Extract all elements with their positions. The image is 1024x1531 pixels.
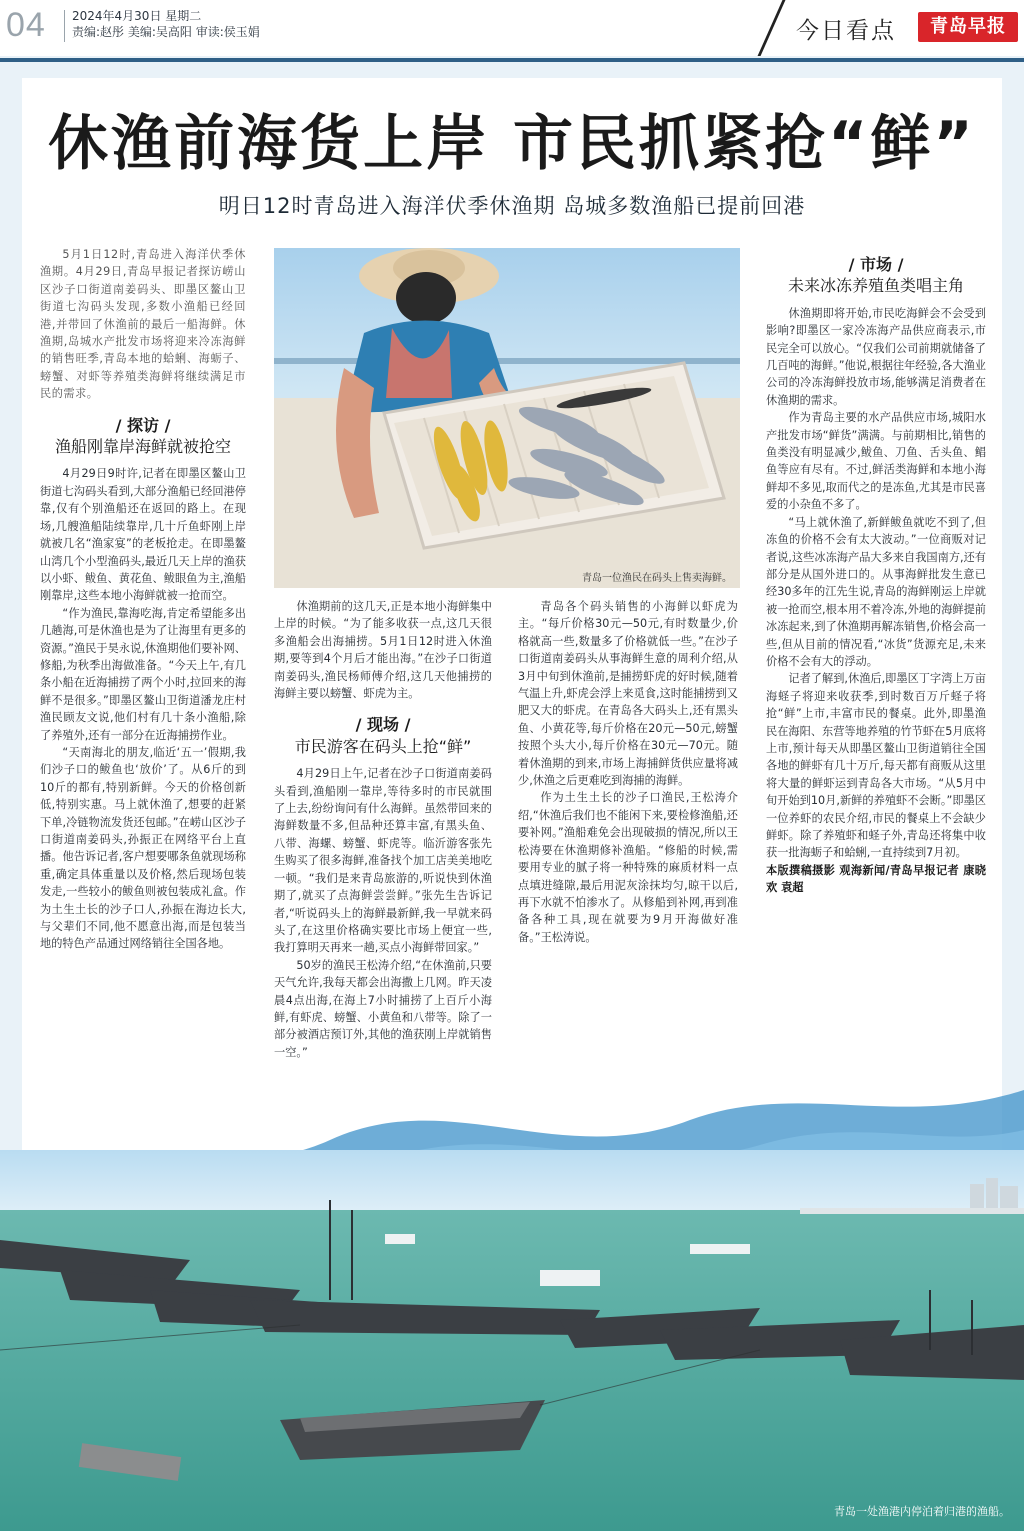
header-rule <box>0 58 1024 62</box>
section-title-market: 未来冰冻养殖鱼类唱主角 <box>787 276 964 296</box>
harbor-photo <box>0 1150 1024 1531</box>
column-3 <box>518 598 738 946</box>
paragraph: 50岁的渔民王松涛介绍,“在休渔前,只要天气允许,我每天都会出海撒上几网。昨天凌晨4点出海,在海上7小时捕捞了上百斤小海鲜,有虾虎、螃蟹、小黄鱼和八带等。除了一部分被酒店预订外,其他的渔获刚上岸就销售一空。” <box>274 958 492 1059</box>
harbor-photo-caption: 青岛一处渔港内停泊着归港的渔船。 <box>834 1505 1010 1518</box>
paragraph: 青岛各个码头销售的小海鲜以虾虎为主。“每斤价格30元—50元,有时数量少,价格就高一些,数量多了价格就低一些。”在沙子口街道南姜码头从事海鲜生意的周利介绍,从3月中旬到休渔前,是捕捞虾虎的好时候,随着气温上升,虾虎会浮上来觅食,这时能捕捞到又肥又大的虾虎。在青岛各大码头上,还有黑头鱼、小黄花等,每斤价格在20元—50元,螃蟹按照个头大小,每斤价格在30元—70元。随着休渔期的到来,市场上海捕鲜货供应量将减少,休渔之后更难吃到海捕的海鲜。 <box>518 600 738 788</box>
header-meta <box>72 8 260 40</box>
column-2 <box>274 598 492 1061</box>
section-title-scene: 市民游客在码头上抢“鲜” <box>294 736 472 756</box>
paragraph-part: “天南海北的朋友,临近‘五一’假期,我们沙子口的鲅鱼也‘放价’了。从6斤的到10斤的都有,特别新鲜。今天的价格创新低,特别实惠。马上就休渔了,想要的赶紧下单,冷链物流发货还包邮。”在崂山区沙子口街道南姜码头,孙振正在网络平台上直播。他告诉记者,客户想要哪条鱼就现场称重,确定具体重量以及价格,然后现场包装发走,一些较小的鲅鱼则被包装成礼盒。作为土生土长的沙子口人,孙振在海边长大,与父辈们不同,他不愿意出海,而是包装当地的特色产品通过网络销往全国各地。 <box>40 745 246 951</box>
section-tag-market: / 市场 / <box>848 255 904 274</box>
paragraph: 休渔期前的这几天,正是本地小海鲜集中上岸的时候。“为了能多收获一点,这几天很多渔船会出海捕捞。5月1日12时进入休渔期,要等到4个月后才能出海。”在沙子口街道南姜码头,渔民杨师傅介绍,这几天他捕捞的海鲜主要以螃蟹、虾虎为主。 <box>274 600 492 701</box>
paragraph: “作为渔民,靠海吃海,肯定希望能多出几趟海,可是休渔也是为了让海里有更多的资源。”渔民于昊永说,休渔期他们要补网、修船,为秋季出海做准备。“今天上午,有几条小船在近海捕捞了两个小时,拉回来的海鲜不是很多。”即墨区鳌山卫街道潘龙庄村渔民顾友文说,他们村有几十条小渔船,除了养殖外,还有一部分在近海捕捞作业。 <box>40 606 246 742</box>
paragraph: 作为土生土长的沙子口渔民,王松涛介绍,“休渔后我们也不能闲下来,要检修渔船,还要补网。”渔船难免会出现破损的情况,所以王松涛要在休渔期修补渔船。“修船的时候,需要用专业的腻子将一种特殊的麻质材料一点点填进缝隙,最后用泥灰涂抹均匀,晾干以后,再下水就不怕渗水了。从修船到补网,再到准备各种工具,现在就要为9月开海做好准备。”王松涛说。 <box>518 791 738 944</box>
page-header <box>0 0 1024 56</box>
paper-logo: 青岛早报 <box>918 12 1018 42</box>
paragraph: “马上就休渔了,新鲜鲅鱼就吃不到了,但冻鱼的价格不会有太大波动。”一位商贩对记者说,这些冰冻海产品大多来自我国南方,还有部分是从国外进口的。从事海鲜批发生意已经30多年的江先生说,青岛的海鲜刚运上岸就被一抢而空,根本用不着冷冻,外地的海鲜提前冰冻起来,到了休渔期再解冻销售,价格会高一些,但从目前的情况看,“冰货”货源充足,未来价格不会有大的浮动。 <box>766 515 986 668</box>
harbor-photo-art <box>0 1150 1024 1531</box>
article-lead: 5月1日12时,青岛进入海洋伏季休渔期。4月29日,青岛早报记者探访崂山区沙子口街道南姜码头、即墨区鳌山卫街道七沟码头发现,多数小渔船已经回港,并带回了休渔前的最后一船海鲜。休渔期,岛城水产批发市场将迎来冷冻海鲜的销售旺季,青岛本地的蛤蜊、海蛎子、螃蟹、对虾等养殖类海鲜将继续满足市民的需求。 <box>40 248 246 401</box>
photo-caption: 青岛一位渔民在码头上售卖海鲜。 <box>582 573 732 584</box>
section-name: 今日看点 <box>796 18 896 44</box>
header-divider <box>64 10 65 42</box>
column-1 <box>40 246 246 953</box>
editors-line: 责编:赵彤 美编:吴高阳 审读:侯玉娟 <box>72 25 260 39</box>
page-number: 04 <box>6 6 46 44</box>
paragraph: 4月29日上午,记者在沙子口街道南姜码头看到,渔船刚一靠岸,等待多时的市民就围了上去,纷纷询问有什么海鲜。虽然带回来的海鲜数量不多,但品种还算丰富,有黑头鱼、八带、海螺、螃蟹、虾虎等。临沂游客张先生购买了很多海鲜,准备找个加工店美美地吃一顿。“我们是来青岛旅游的,听说快到休渔期了,就买了点海鲜尝尝鲜。”张先生告诉记者,“听说码头上的海鲜最新鲜,我一早就来码头了,在这里价格确实要比市场上便宜一些,我打算明天再来一趟,买点小海鲜带回家。” <box>274 767 492 955</box>
paragraph: 休渔期即将开始,市民吃海鲜会不会受到影响?即墨区一家冷冻海产品供应商表示,市民完全可以放心。“仅我们公司前期就储备了几百吨的海鲜。”他说,根据往年经验,各大渔业公司的冷冻海鲜投放市场,能够满足消费者在休渔期的需求。 <box>766 306 986 407</box>
paragraph: 作为青岛主要的水产品供应市场,城阳水产批发市场“鲜货”满满。与前期相比,销售的鱼类没有明显减少,鲅鱼、刀鱼、舌头鱼、鲳鱼等应有尽有。不过,鲜活类海鲜和本地小海鲜却不多见,取而代之的是冻鱼,尤其是市民喜爱的小杂鱼不多了。 <box>766 411 986 512</box>
paragraph <box>40 744 246 953</box>
date-line: 2024年4月30日 星期二 <box>72 9 202 23</box>
section-tag-scene: / 现场 / <box>355 715 411 735</box>
column-4 <box>766 246 986 897</box>
section-title-explore: 渔船刚靠岸海鲜就被抢空 <box>54 437 231 457</box>
fisherwoman-photo-art <box>274 248 740 588</box>
byline: 本版撰稿摄影 观海新闻/青岛早报记者 康晓欢 袁超 <box>766 863 986 895</box>
article-subheadline: 明日12时青岛进入海洋伏季休渔期 岛城多数渔船已提前回港 <box>218 194 806 218</box>
paragraph: 记者了解到,休渔后,即墨区丁字湾上万亩海蛏子将迎来收获季,到时数百万斤蛏子将抢“鲜”上市,丰富市民的餐桌。此外,即墨渔民在海阳、东营等地养殖的竹节虾在5月底将上市,预计每天从即墨区鳌山卫街道销往全国各地的鲜虾有几十万斤,每天都有商贩从这里将大量的鲜虾运到青岛各大市场。“从5月中旬开始到10月,新鲜的养殖虾不会断。”即墨区一位养虾的农民介绍,市民的餐桌上不会缺少鲜虾。除了养殖虾和蛏子外,青岛还将集中收获一批海蛎子和蛤蜊,一直持续到7月初。 <box>766 672 986 860</box>
section-tag-explore: / 探访 / <box>115 415 171 435</box>
article-headline: 休渔前海货上岸 市民抓紧抢“鲜” <box>48 109 976 179</box>
paragraph: 4月29日9时许,记者在即墨区鳌山卫街道七沟码头看到,大部分渔船已经回港停靠,仅有个别渔船还在返回的路上。在现场,几艘渔船陆续靠岸,几十斤鱼虾刚上岸就被几名“渔家宴”的老板抢走。在即墨鳌山湾几个小型渔码头,最近几天上岸的渔获以小虾、鲅鱼、黄花鱼、鲅眼鱼为主,渔船刚靠岸,这些本地小海鲜就被一抢而空。 <box>40 467 246 603</box>
fisherwoman-photo <box>274 248 740 588</box>
header-slash-divider <box>758 0 786 56</box>
